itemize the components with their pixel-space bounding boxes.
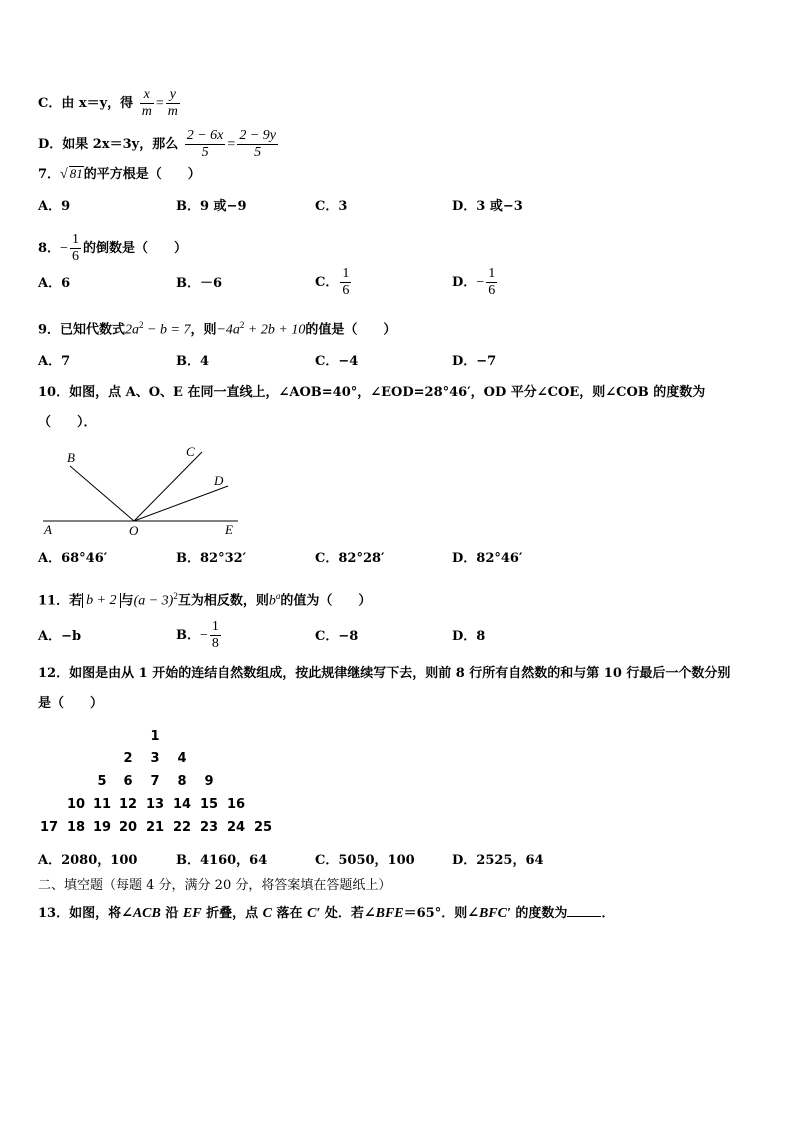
q10-stem-cont: （ ）． bbox=[38, 415, 97, 430]
triangle-number: 4 bbox=[177, 751, 187, 766]
q10-stem: 10．如图，点 A、O、E 在同一直线上，∠AOB=40°，∠EOD=28°46′，OD 平分∠COE，则∠COB 的度数为 bbox=[38, 385, 706, 400]
q8-option-a[interactable]: A．6 bbox=[38, 276, 71, 291]
triangle-number: 5 bbox=[97, 774, 107, 789]
q7-option-d[interactable]: D．3 或−3 bbox=[452, 199, 523, 214]
q11-option-c[interactable]: C．−8 bbox=[315, 629, 359, 644]
q13-stem: 13．如图，将∠ACB 沿 EF 折叠，点 C 落在 C′ 处．若∠BFE＝65°．则∠BFC′ 的度数为 ． bbox=[38, 906, 615, 921]
q9-option-b[interactable]: B．4 bbox=[176, 354, 210, 369]
q6-option-d: D．如果 2x＝3y，那么 $\frac{2 - 6x}{5}$ = $\frac{2 - 9y}{5}$ bbox=[38, 128, 276, 160]
fraction: $\frac{2 - 9y}{5}$ bbox=[239, 128, 276, 160]
q11-stem: 11．若 b + 2 与$(a - 3)^2$互为相反数，则$b^a$的值为（ ） bbox=[38, 591, 372, 609]
q8-stem: 8．− $\frac{1}{6}$ 的倒数是（ ） bbox=[38, 232, 187, 264]
q10-option-d[interactable]: D．82°46′ bbox=[452, 551, 523, 566]
q10-option-c[interactable]: C．82°28′ bbox=[315, 551, 385, 566]
label-d: D bbox=[214, 473, 224, 488]
triangle-number: 10 bbox=[66, 797, 86, 812]
triangle-number: 24 bbox=[226, 820, 246, 835]
label-o: O bbox=[129, 523, 139, 538]
triangle-number: 21 bbox=[145, 820, 165, 835]
answer-blank[interactable] bbox=[567, 904, 601, 917]
q8-option-c[interactable]: C． $\frac{1}{6}$ bbox=[315, 266, 350, 298]
label-e: E bbox=[225, 522, 233, 537]
q11-option-b[interactable]: B．− $\frac{1}{8}$ bbox=[176, 619, 219, 651]
triangle-number: 1 bbox=[150, 729, 160, 744]
fraction: $\frac{1}{6}$ bbox=[488, 266, 496, 298]
fraction: $\frac{y}{m}$ bbox=[167, 87, 178, 119]
triangle-number: 6 bbox=[123, 774, 133, 789]
triangle-number: 14 bbox=[172, 797, 192, 812]
triangle-number: 20 bbox=[118, 820, 138, 835]
q9-stem: 9．已知代数式$2a^2 - b = 7$，则$-4a^2 + 2b + 10$的值是（ ） bbox=[38, 320, 397, 338]
triangle-number: 22 bbox=[172, 820, 192, 835]
angle-diagram bbox=[38, 440, 248, 540]
triangle-number: 17 bbox=[39, 820, 59, 835]
triangle-number: 3 bbox=[150, 751, 160, 766]
q10-option-b[interactable]: B．82°32′ bbox=[176, 551, 247, 566]
q12-option-a[interactable]: A．2080，100 bbox=[38, 853, 138, 868]
q9-option-c[interactable]: C．−4 bbox=[315, 354, 359, 369]
q7-option-a[interactable]: A．9 bbox=[38, 199, 71, 214]
triangle-number: 23 bbox=[199, 820, 219, 835]
triangle-number: 9 bbox=[204, 774, 214, 789]
label-a: A bbox=[44, 522, 52, 537]
q8-option-d[interactable]: D．− $\frac{1}{6}$ bbox=[452, 266, 496, 298]
triangle-number: 19 bbox=[92, 820, 112, 835]
radical-sign: √ bbox=[60, 167, 68, 182]
label-b: B bbox=[67, 450, 75, 465]
triangle-number: 11 bbox=[92, 797, 112, 812]
q9-option-d[interactable]: D．−7 bbox=[452, 354, 497, 369]
absolute-value: b + 2 bbox=[82, 593, 120, 608]
q12-option-b[interactable]: B．4160，64 bbox=[176, 853, 268, 868]
triangle-number: 12 bbox=[118, 797, 138, 812]
q11-option-a[interactable]: A．−b bbox=[38, 629, 82, 644]
q8-option-b[interactable]: B．－6 bbox=[176, 276, 223, 291]
section-heading: 二、填空题（每题 4 分，满分 20 分，将答案填在答题纸上） bbox=[38, 878, 392, 893]
fraction: $\frac{2 - 6x}{5}$ bbox=[186, 128, 224, 160]
label-c: C bbox=[186, 444, 195, 459]
fraction: $\frac{1}{8}$ bbox=[211, 619, 219, 651]
q12-stem: 12．如图是由从 1 开始的连结自然数组成，按此规律继续写下去，则前 8 行所有自然数的和与第 10 行最后一个数分别 bbox=[38, 666, 731, 681]
q11-option-d[interactable]: D．8 bbox=[452, 629, 486, 644]
q9-option-a[interactable]: A．7 bbox=[38, 354, 71, 369]
q10-option-a[interactable]: A．68°46′ bbox=[38, 551, 108, 566]
triangle-number: 16 bbox=[226, 797, 246, 812]
q12-option-d[interactable]: D．2525，64 bbox=[452, 853, 544, 868]
triangle-number: 2 bbox=[123, 751, 133, 766]
fraction: $\frac{x}{m}$ bbox=[141, 87, 152, 119]
triangle-number: 13 bbox=[145, 797, 165, 812]
triangle-number: 7 bbox=[150, 774, 160, 789]
q7-option-b[interactable]: B．9 或−9 bbox=[176, 199, 247, 214]
q7-stem: 7．√ 81的平方根是（ ） bbox=[38, 166, 201, 182]
triangle-number: 15 bbox=[199, 797, 219, 812]
q12-option-c[interactable]: C．5050，100 bbox=[315, 853, 415, 868]
q6-option-c: C．由 x＝y，得 $\frac{x}{m}$ = $\frac{y}{m}$ bbox=[38, 87, 178, 119]
fraction: $\frac{1}{6}$ bbox=[71, 232, 79, 264]
q12-stem-cont: 是（ ） bbox=[38, 696, 104, 711]
q7-option-c[interactable]: C．3 bbox=[315, 199, 348, 214]
triangle-number: 25 bbox=[253, 820, 273, 835]
fraction: $\frac{1}{6}$ bbox=[342, 266, 350, 298]
triangle-number: 8 bbox=[177, 774, 187, 789]
triangle-number: 18 bbox=[66, 820, 86, 835]
